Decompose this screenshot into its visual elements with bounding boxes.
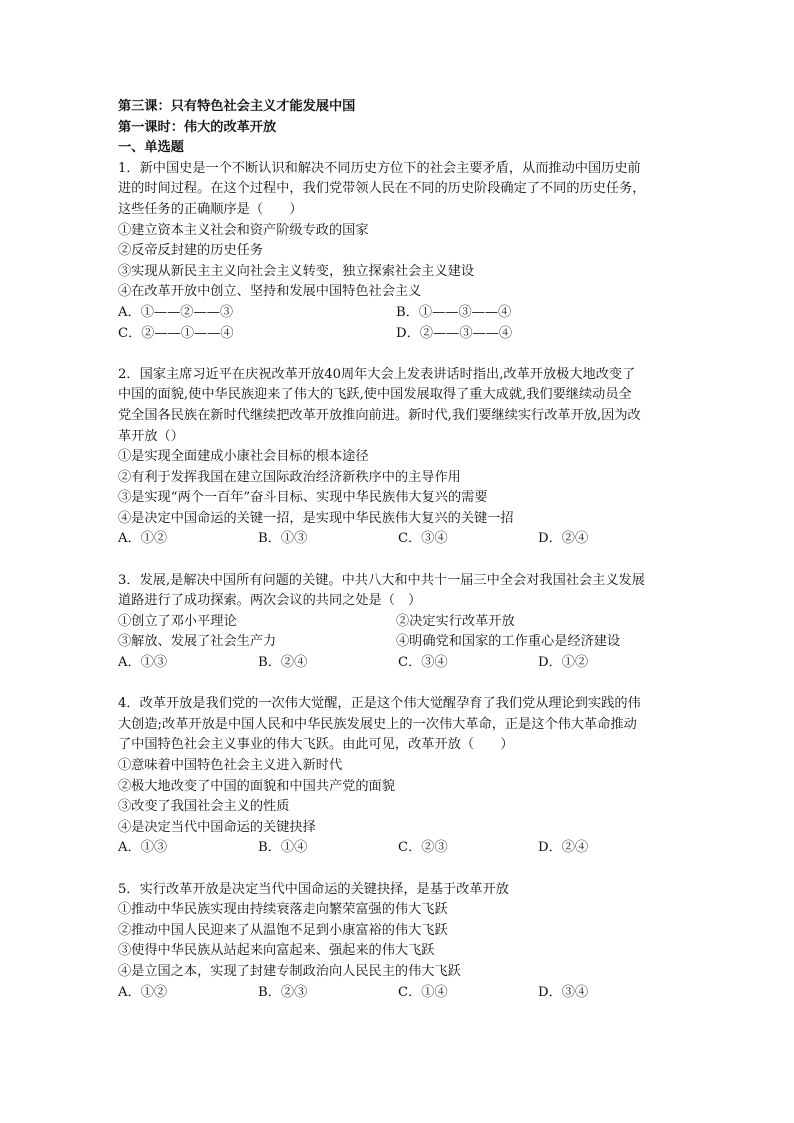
option-c: C．①④ xyxy=(398,984,448,1000)
option-d: D．②④ xyxy=(538,840,589,856)
statement-item: ①推动中华民族实现由持续衰落走向繁荣富强的伟大飞跃 xyxy=(118,902,448,918)
answer-options xyxy=(118,324,688,345)
answer-options xyxy=(118,838,688,859)
statement-item: ④是决定当代中国命运的关键抉择 xyxy=(118,819,316,835)
statement-row xyxy=(118,632,688,653)
answer-options xyxy=(118,529,688,550)
question-stem-line: 党全国各民族在新时代继续把改革开放推向前进。新时代,我们要继续实行改革开放,因为改 xyxy=(118,407,641,423)
lesson-title: 第三课：只有特色社会主义才能发展中国 xyxy=(118,99,356,114)
question-5 xyxy=(118,880,688,1004)
statement-item: ②有利于发挥我国在建立国际政治经济新秩序中的主导作用 xyxy=(118,469,461,485)
statement-item: ②反帝反封建的历史任务 xyxy=(118,243,264,259)
answer-options xyxy=(118,303,688,324)
question-2 xyxy=(118,365,688,550)
option-d: D．①② xyxy=(538,655,589,671)
option-b: B．②④ xyxy=(258,655,308,671)
statement-item: ③改变了我国社会主义的性质 xyxy=(118,799,290,815)
statement-item: ②推动中国人民迎来了从温饱不足到小康富裕的伟大飞跃 xyxy=(118,922,448,938)
question-stem-line: 3．发展,是解决中国所有问题的关键。中共八大和中共十一届三中全会对我国社会主义发展 xyxy=(118,572,645,588)
option-c: C．③④ xyxy=(398,531,448,547)
option-c: C．②——①——④ xyxy=(118,325,234,341)
question-stem-line: 1．新中国史是一个不断认识和解决不同历史方位下的社会主要矛盾，从而推动中国历史前 xyxy=(118,160,641,176)
statement-item: ④是立国之本，实现了封建专制政治向人民民主的伟大飞跃 xyxy=(118,963,461,979)
question-3 xyxy=(118,571,688,674)
question-stem-line: 2．国家主席习近平在庆祝改革开放40周年大会上发表讲话时指出,改革开放极大地改变了 xyxy=(118,366,636,382)
option-c: C．②③ xyxy=(398,840,448,856)
statement-item: ③实现从新民主主义向社会主义转变，独立探索社会主义建设 xyxy=(118,263,475,279)
option-d: D．③④ xyxy=(538,984,589,1000)
statement-item: ①建立资本主义社会和资产阶级专政的国家 xyxy=(118,222,369,238)
statement-item: ③解放、发展了社会生产力 xyxy=(118,634,277,650)
question-stem-line: 4．改革开放是我们党的一次伟大觉醒，正是这个伟大觉醒孕育了我们党从理论到实践的伟 xyxy=(118,696,641,712)
statement-item: ③是实现“两个一百年”奋斗目标、实现中华民族伟大复兴的需要 xyxy=(118,490,488,506)
part-title: 一、单选题 xyxy=(118,140,184,156)
statement-item: ①是实现全面建成小康社会目标的根本途径 xyxy=(118,449,369,465)
question-1 xyxy=(118,159,688,344)
option-a: A．①——②——③ xyxy=(118,304,234,320)
statement-item: ④在改革开放中创立、坚持和发展中国特色社会主义 xyxy=(118,284,422,300)
section-title: 第一课时：伟大的改革开放 xyxy=(118,119,277,135)
option-a: A．①② xyxy=(118,984,168,1000)
question-stem-line: 进的时间过程。在这个过程中，我们党带领人民在不同的历史阶段确定了不同的历史任务， xyxy=(118,181,646,197)
question-stem-line: 道路进行了成功探索。两次会议的共同之处是（ ） xyxy=(118,593,422,609)
statement-item: ①意味着中国特色社会主义进入新时代 xyxy=(118,758,343,773)
statement-item: ③使得中华民族从站起来向富起来、强起来的伟大飞跃 xyxy=(118,943,435,959)
option-c: C．③④ xyxy=(398,655,448,671)
statement-item: ①创立了邓小平理论 xyxy=(118,613,237,629)
question-stem-line: 中国的面貌,使中华民族迎来了伟大的飞跃,使中国发展取得了重大成就,我们要继续动员全 xyxy=(118,387,632,403)
answer-options xyxy=(118,983,688,1004)
statement-item: ④明确党和国家的工作重心是经济建设 xyxy=(396,634,621,650)
question-stem-line: 了中国特色社会主义事业的伟大飞跃。由此可见，改革开放（ ） xyxy=(118,737,514,753)
option-b: B．①④ xyxy=(258,840,308,856)
option-d: D．②④ xyxy=(538,531,589,547)
question-stem-line: 5．实行改革开放是决定当代中国命运的关键抉择，是基于改革开放 xyxy=(118,881,509,897)
answer-options xyxy=(118,653,688,674)
option-a: A．①③ xyxy=(118,655,168,671)
question-stem-line: 大创造;改革开放是中国人民和中华民族发展史上的一次伟大革命，正是这个伟大革命推动 xyxy=(118,716,637,732)
statement-item: ②决定实行改革开放 xyxy=(396,613,515,629)
statement-item: ④是决定中国命运的关键一招，是实现中华民族伟大复兴的关键一招 xyxy=(118,510,514,526)
option-d: D．②——③——④ xyxy=(396,325,513,341)
option-a: A．①③ xyxy=(118,840,168,856)
option-b: B．②③ xyxy=(258,984,308,1000)
option-b: B．①——③——④ xyxy=(396,304,512,320)
question-4 xyxy=(118,694,688,859)
option-b: B．①③ xyxy=(258,531,308,547)
option-a: A．①② xyxy=(118,531,168,547)
question-stem-line: 这些任务的正确顺序是（ ） xyxy=(118,201,303,217)
worksheet-page xyxy=(118,97,688,1003)
question-stem-line: 革开放（） xyxy=(118,428,184,444)
statement-item: ②极大地改变了中国的面貌和中国共产党的面貌 xyxy=(118,778,395,794)
statement-row xyxy=(118,612,688,633)
